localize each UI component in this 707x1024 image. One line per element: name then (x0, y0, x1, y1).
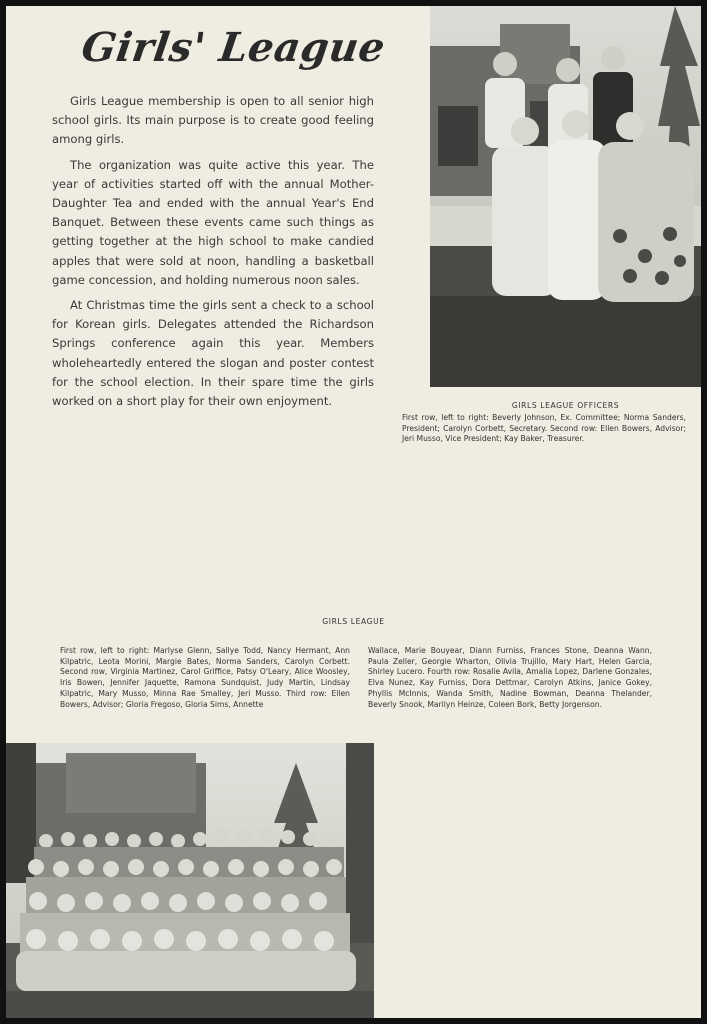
page-title: Girls' League (78, 24, 389, 71)
intro-paragraph: At Christmas time the girls sent a check to a school for Korean girls. Delegates attended the Richardson Springs conference again this year. Members wholeheartedly entered the slogan and poster contest for the school election. In their spare time the girls worked on a short play for their own enjoyment. (52, 298, 374, 409)
officers-caption-heading: GIRLS LEAGUE OFFICERS (511, 401, 620, 410)
league-caption-column-1: First row, left to right: Marlyse Glenn, Sallye Todd, Nancy Hermant, Ann Kilpatric, Leota Morini, Margie Bates, Norma Sanders, Carolyn Corbett. Second row, Virginia Martinez, Carol Griffice, Patsy O'Leary, Alice Woosley, Iris Bowen, Jennifer Jaquette, Ramona Sundquist, Judy Martin, Lindsay Kilpatric, Mary Musso, Minna Rae Smalley, Jeri Musso. Third row: Ellen Bowers, Advisor; Gloria Fregoso, Gloria Sims, Annette (60, 646, 350, 709)
league-group-photo (6, 743, 374, 1018)
intro-text (52, 92, 374, 417)
league-caption-column-2: Wallace, Marie Bouyear, Diann Furniss, Frances Stone, Deanna Wann, Paula Zeller, Georgie Wharton, Olivia Trujillo, Mary Hart, Helen Garcia, Shirley Lucero. Fourth row: Rosalie Avila, Amalia Lopez, Darlene Gonzales, Elva Nunez, Kay Furniss, Dora Dettmar, Carolyn Atkins, Janice Gokey, Phyllis McInnis, Wanda Smith, Nadine Bowman, Deanna Thelander, Beverly Snook, Marilyn Heinze, Coleen Bork, Betty Jorgenson. (368, 646, 652, 709)
league-caption-heading: GIRLS LEAGUE (322, 617, 385, 626)
intro-paragraph: Girls League membership is open to all senior high school girls. Its main purpose is to create good feeling among girls. (52, 94, 374, 147)
officers-photo (430, 6, 701, 387)
yearbook-page (6, 6, 701, 1018)
intro-paragraph: The organization was quite active this year. The year of activities started off with the annual Mother-Daughter Tea and ended with the annual Year's End Banquet. Between these events came such things as getting together at the high school to make candied apples that were sold at noon, handling a basketball game concession, and holding numerous noon sales. (52, 157, 374, 287)
officers-caption: First row, left to right: Beverly Johnson, Ex. Committee; Norma Sanders, President; Carolyn Corbett, Secretary. Second row: Ellen Bowers, Advisor; Jeri Musso, Vice President; Kay Baker, Treasurer. (402, 413, 686, 444)
